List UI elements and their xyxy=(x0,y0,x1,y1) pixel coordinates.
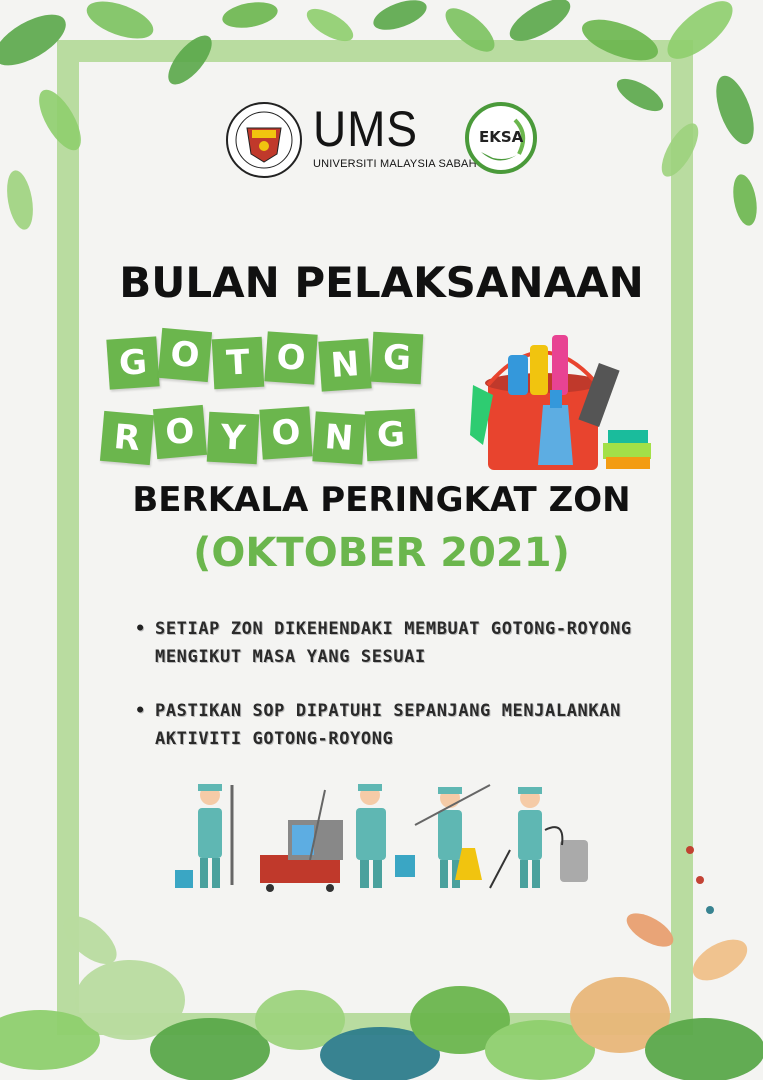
ums-wordmark: UMS xyxy=(313,101,418,157)
letter-tile: G xyxy=(365,409,418,462)
cleaner-figure xyxy=(175,784,232,888)
ums-crest-logo xyxy=(225,100,303,180)
eksa-logo xyxy=(463,100,543,180)
letter-tile: G xyxy=(106,336,159,389)
ums-subtitle: UNIVERSITI MALAYSIA SABAH xyxy=(313,158,477,170)
cleaning-supplies-illustration xyxy=(468,325,658,475)
logo-row xyxy=(225,100,545,180)
letter-tile: O xyxy=(153,405,207,459)
cleaners-illustration xyxy=(170,780,590,900)
title-line3: BERKALA PERINGKAT ZON xyxy=(132,480,631,520)
cleaner-figure xyxy=(415,785,490,888)
cleaner-figure xyxy=(490,787,588,888)
cleaner-figure xyxy=(356,784,415,888)
letter-tile: R xyxy=(100,411,154,465)
letter-tile: N xyxy=(312,411,365,464)
title-line1: BULAN PELAKSANAAN xyxy=(119,258,644,307)
cleaning-cart xyxy=(260,790,343,892)
bullet-list xyxy=(135,615,655,779)
letter-tile: O xyxy=(259,406,312,459)
bullet-item: • SETIAP ZON DIKEHENDAKI MEMBUAT GOTONG-ROYONG MENGIKUT MASA YANG SESUAI xyxy=(135,615,655,671)
letter-tile: N xyxy=(318,338,371,391)
title-line4: (OKTOBER 2021) xyxy=(193,530,570,576)
letter-tile: G xyxy=(371,332,424,385)
letter-tile: O xyxy=(158,328,212,382)
letter-tile: T xyxy=(212,337,265,390)
letter-tile: Y xyxy=(207,412,260,465)
letter-tile: O xyxy=(264,331,317,384)
bullet-item: • PASTIKAN SOP DIPATUHI SEPANJANG MENJALANKAN AKTIVITI GOTONG-ROYONG xyxy=(135,697,655,753)
eksa-logo-text: EKSA xyxy=(479,128,524,146)
